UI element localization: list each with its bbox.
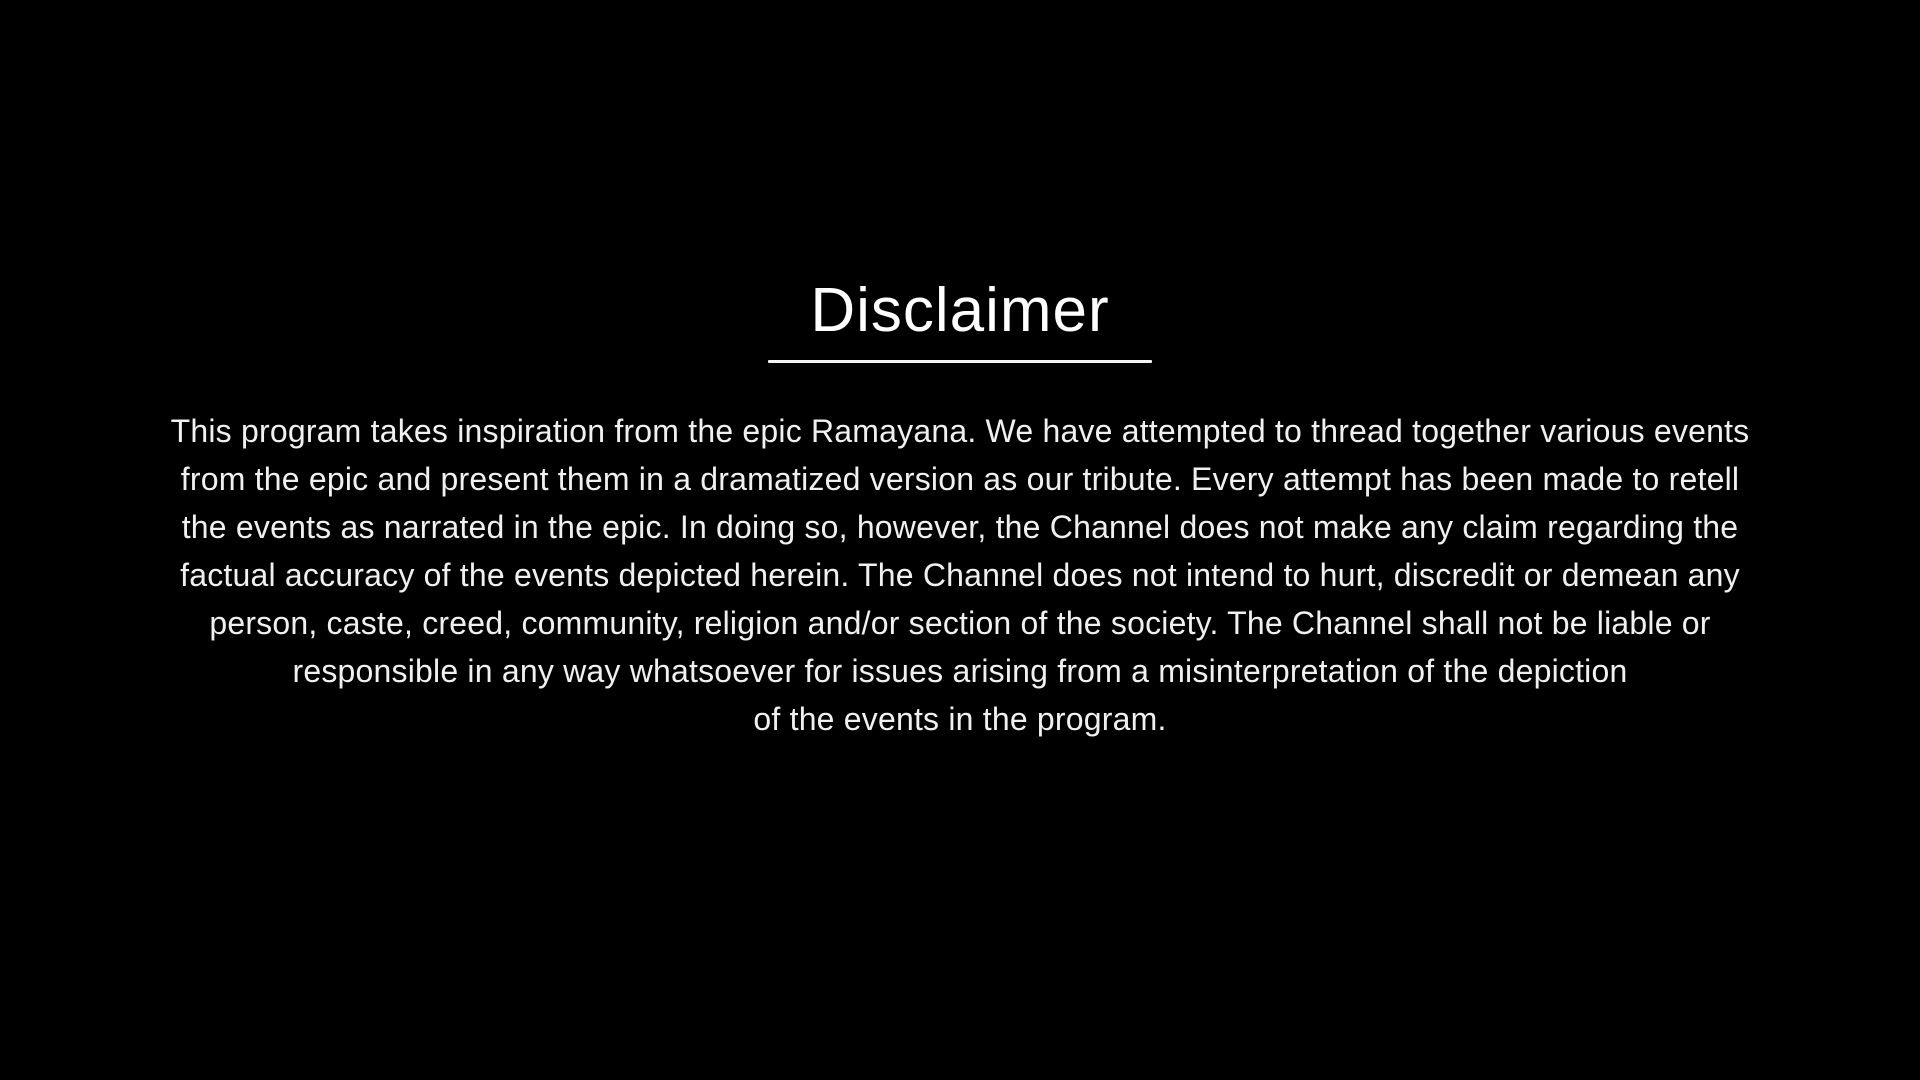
disclaimer-text <box>30 407 1890 743</box>
disclaimer-line: factual accuracy of the events depicted herein. The Channel does not intend to hurt, discredit or demean any <box>180 557 1740 593</box>
disclaimer-title: Disclaimer <box>810 276 1110 345</box>
disclaimer-line: person, caste, creed, community, religion and/or section of the society. The Channel shall not be liable or <box>209 605 1711 641</box>
disclaimer-line: responsible in any way whatsoever for issues arising from a misinterpretation of the depiction <box>292 653 1628 689</box>
disclaimer-line: from the epic and present them in a dramatized version as our tribute. Every attempt has been made to retell <box>180 461 1740 497</box>
disclaimer-line: This program takes inspiration from the epic Ramayana. We have attempted to thread together various events <box>170 413 1750 449</box>
disclaimer-line: the events as narrated in the epic. In doing so, however, the Channel does not make any claim regarding the <box>181 509 1739 545</box>
disclaimer-line: of the events in the program. <box>753 701 1167 737</box>
disclaimer-title-block <box>0 276 1920 363</box>
title-underline <box>768 360 1152 363</box>
